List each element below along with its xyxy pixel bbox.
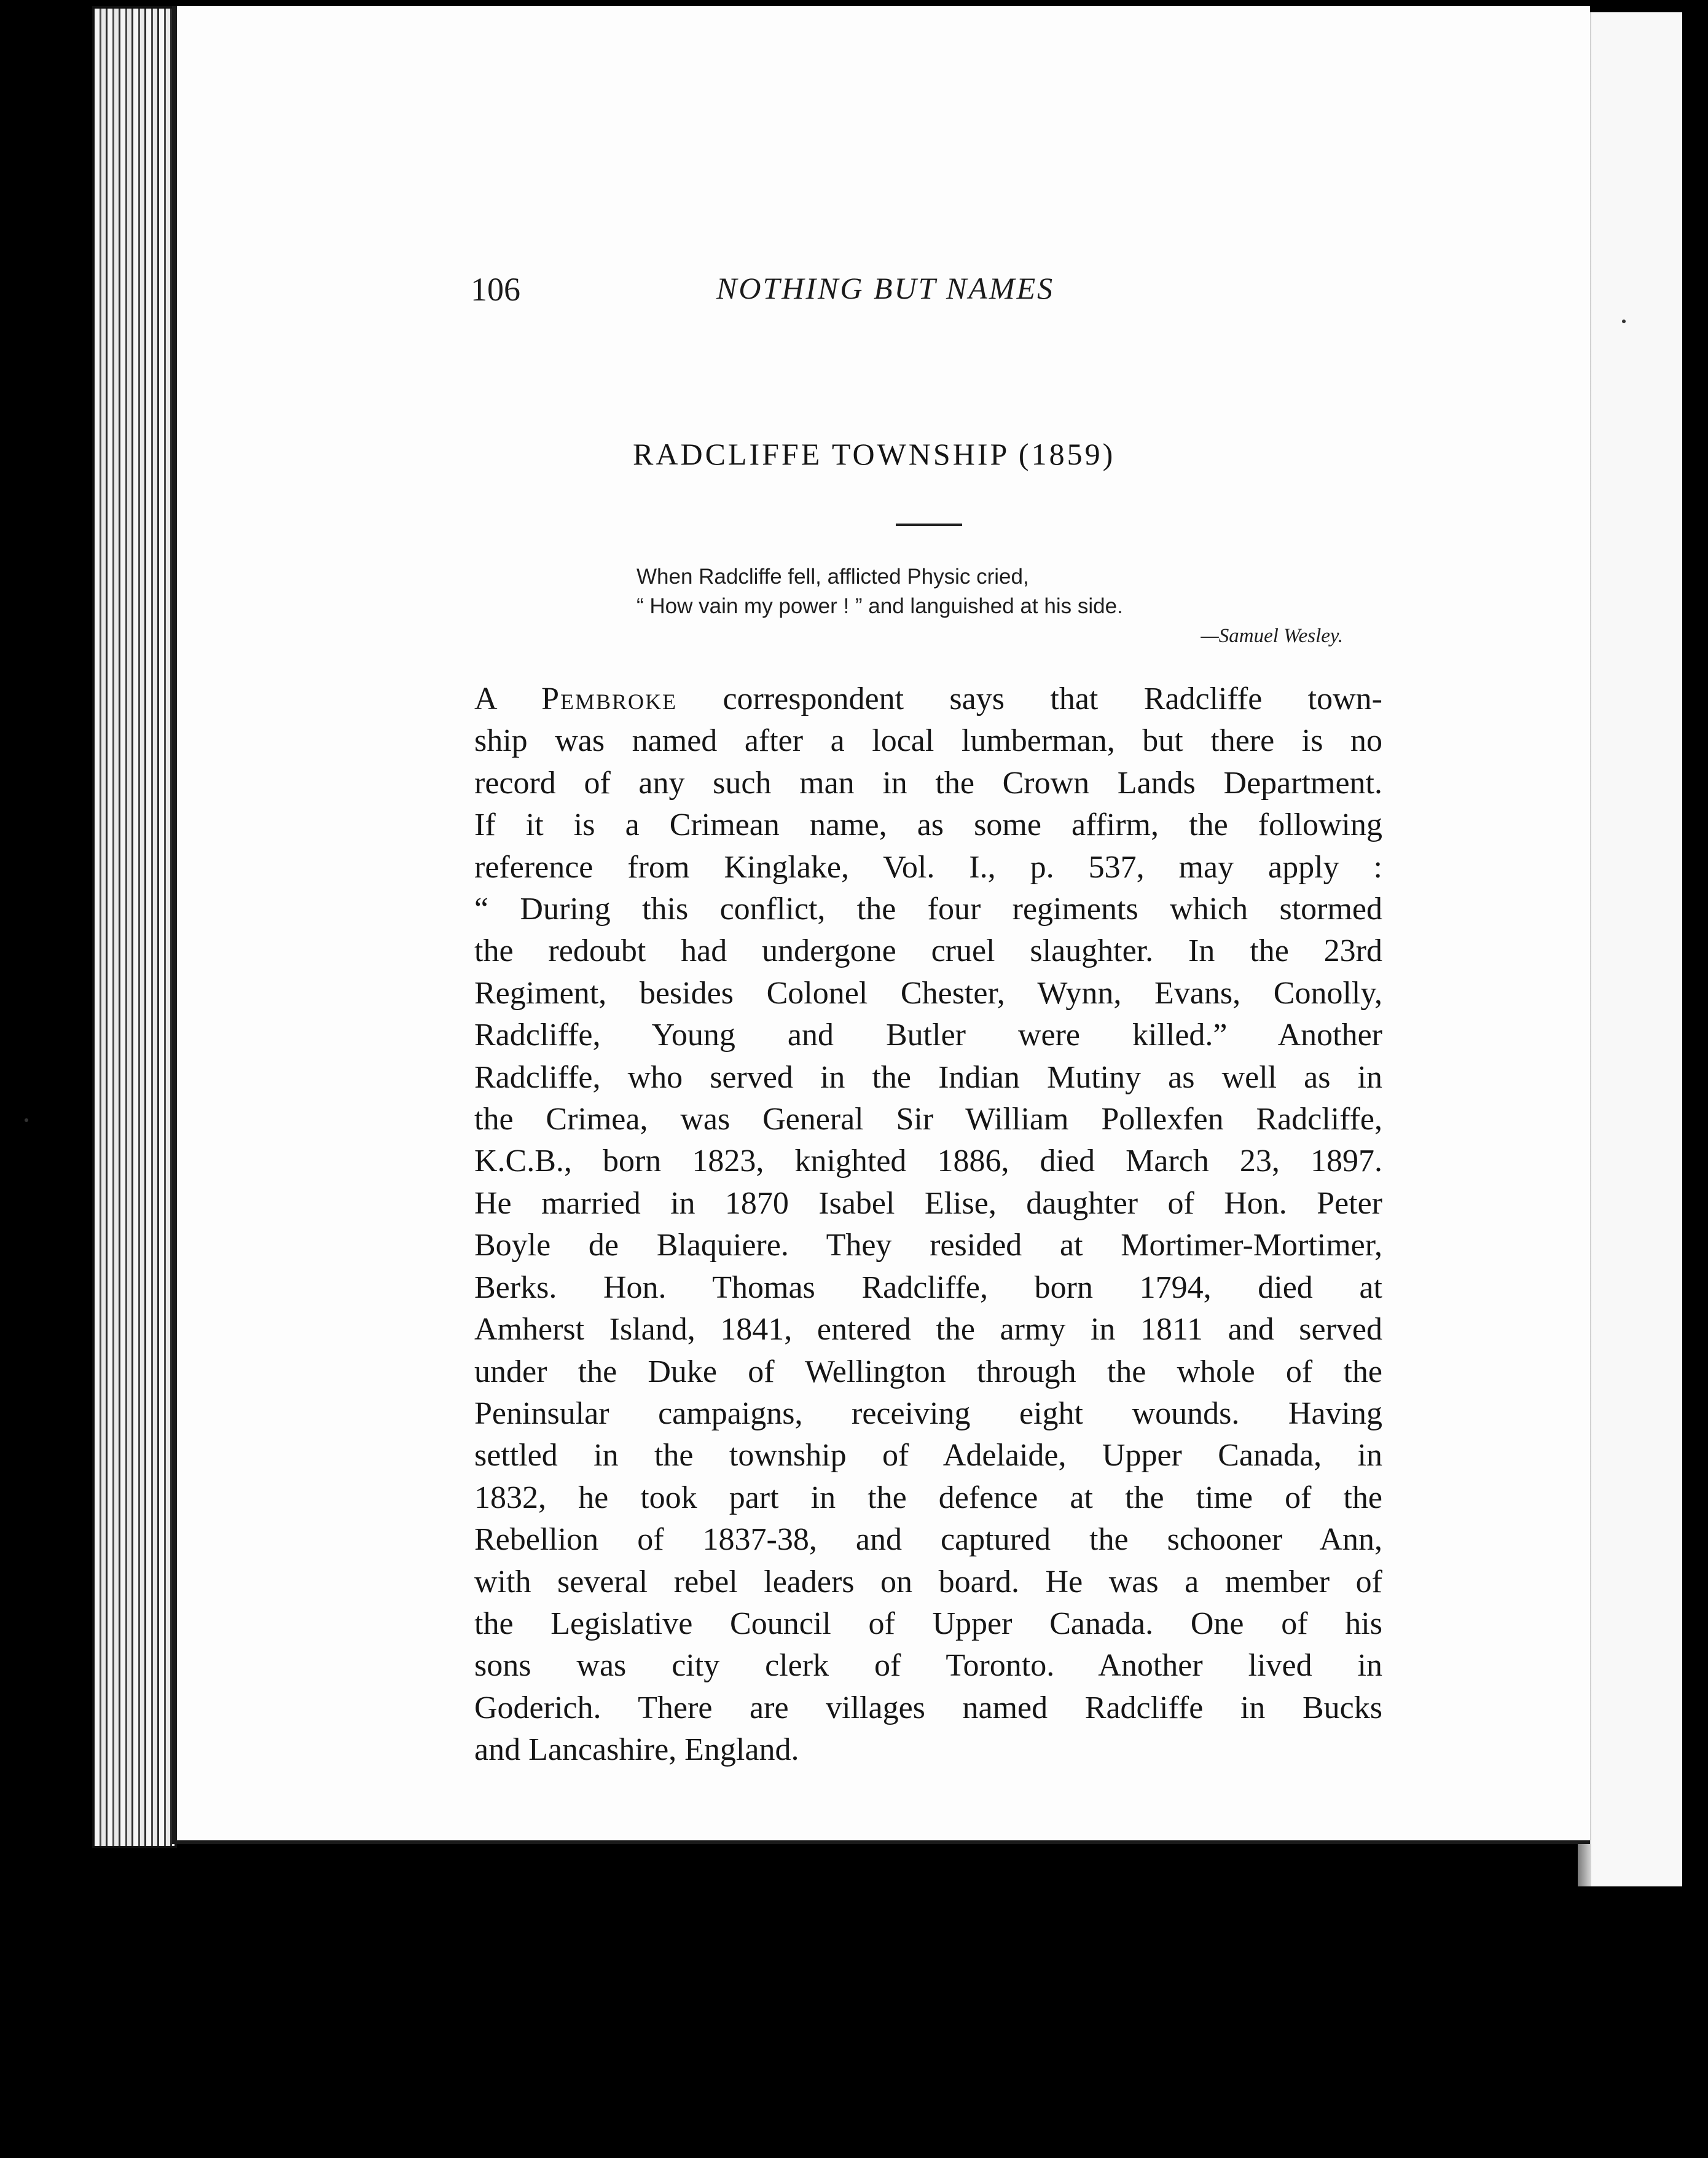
body-line: He married in 1870 Isabel Elise, daughter of Hon. Peter — [474, 1185, 1382, 1221]
epigraph-attribution: —Samuel Wesley. — [1201, 625, 1343, 647]
body-paragraph — [474, 678, 1382, 1772]
body-line: Berks. Hon. Thomas Radcliffe, born 1794, died at — [474, 1269, 1382, 1305]
body-line: “ During this conflict, the four regiments which stormed — [474, 892, 1382, 927]
body-line: sons was city clerk of Toronto. Another lived in — [474, 1648, 1382, 1684]
body-line: Goderich. There are villages named Radcliffe in Bucks — [474, 1690, 1382, 1725]
lead-word: A — [474, 681, 496, 716]
body-line: the Legislative Council of Upper Canada. One of his — [474, 1606, 1382, 1641]
body-line: record of any such man in the Crown Lands Department. — [474, 765, 1382, 801]
section-title: RADCLIFFE TOWNSHIP (1859) — [633, 437, 1116, 471]
body-line: Rebellion of 1837-38, and captured the schooner Ann, — [474, 1522, 1382, 1558]
epigraph-line-1: When Radcliffe fell, afflicted Physic cried, — [637, 565, 1029, 589]
body-line: K.C.B., born 1823, knighted 1886, died March 23, 1897. — [474, 1144, 1382, 1179]
body-line: Boyle de Blaquiere. They resided at Mortimer-Mortimer, — [474, 1228, 1382, 1263]
body-line: the Crimea, was General Sir William Pollexfen Radcliffe, — [474, 1102, 1382, 1137]
running-title: NOTHING BUT NAMES — [716, 271, 1055, 305]
body-line: Amherst Island, 1841, entered the army in 1811 and served — [474, 1312, 1382, 1348]
body-line: and Lancashire, England. — [474, 1732, 799, 1768]
body-line: the redoubt had undergone cruel slaughter. In the 23rd — [474, 933, 1382, 969]
page-number: 106 — [471, 271, 520, 308]
body-line: ship was named after a local lumberman, but there is no — [474, 723, 1382, 759]
body-line: Radcliffe, Young and Butler were killed.” Another — [474, 1018, 1382, 1053]
body-line: with several rebel leaders on board. He was a member of — [474, 1564, 1382, 1599]
body-line: Peninsular campaigns, receiving eight wounds. Having — [474, 1395, 1382, 1431]
body-line-1 — [474, 678, 1382, 720]
lead-smallcaps: Pembroke — [541, 681, 678, 716]
scan-speck — [25, 1118, 28, 1122]
scan-speck — [1622, 320, 1626, 323]
body-line: 1832, he took part in the defence at the time of the — [474, 1480, 1382, 1515]
body-line: under the Duke of Wellington through the whole of the — [474, 1354, 1382, 1389]
book-page-edges-left — [92, 6, 177, 1848]
title-rule — [896, 524, 962, 526]
body-line: Radcliffe, who served in the Indian Mutiny as well as in — [474, 1059, 1382, 1095]
body-line: reference from Kinglake, Vol. I., p. 537, may apply : — [474, 849, 1382, 885]
body-line: If it is a Crimean name, as some affirm, the following — [474, 807, 1382, 843]
epigraph — [637, 562, 1343, 651]
body-line-1-text: correspondent says that Radcliffe town- — [677, 681, 1383, 716]
epigraph-line-2: “ How vain my power ! ” and languished at his side. — [637, 594, 1123, 618]
body-line: settled in the township of Adelaide, Upper Canada, in — [474, 1438, 1382, 1473]
body-line: Regiment, besides Colonel Chester, Wynn, Evans, Conolly, — [474, 975, 1382, 1011]
running-header — [471, 270, 1140, 313]
book-page-edges-right — [1578, 12, 1682, 1886]
